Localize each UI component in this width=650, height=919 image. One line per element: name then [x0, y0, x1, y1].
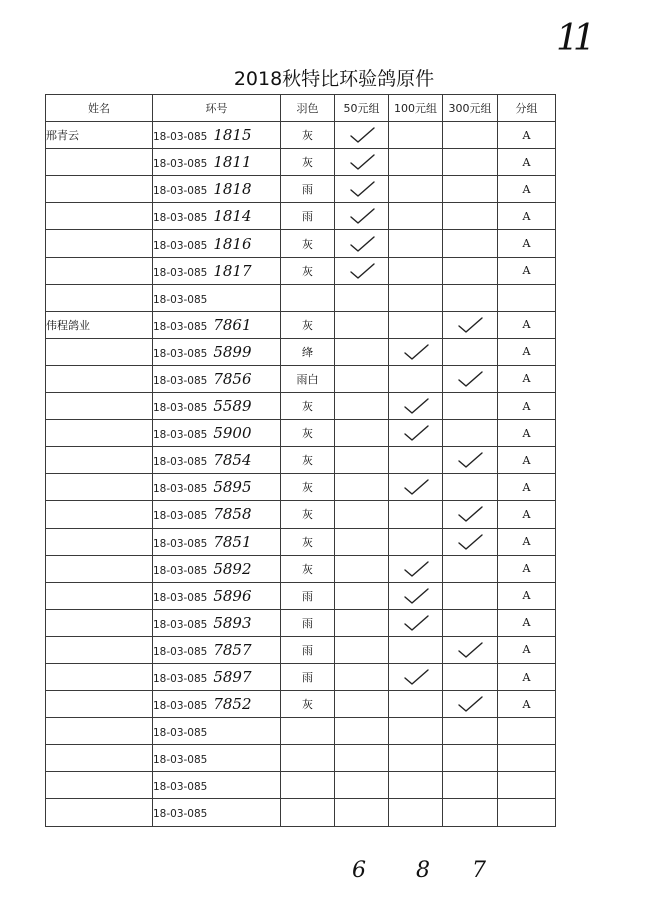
ring-prefix: 18-03-085: [153, 320, 208, 333]
feather-color-cell: 灰: [281, 528, 335, 555]
ring-handwritten: 7851: [213, 532, 252, 551]
owner-name-cell: [46, 149, 153, 176]
checkmark-icon: [455, 640, 485, 660]
group-cell: A: [498, 311, 556, 338]
ring-handwritten: 1811: [213, 153, 252, 172]
g50-cell: [335, 203, 389, 230]
g300-cell: [443, 474, 498, 501]
g50-cell: [335, 609, 389, 636]
group-cell: A: [498, 176, 556, 203]
g100-cell: [389, 799, 443, 826]
g100-cell: [389, 772, 443, 799]
header-g300: 300元组: [443, 95, 498, 122]
g50-cell: [335, 257, 389, 284]
feather-color-cell: 雨: [281, 609, 335, 636]
group-cell: A: [498, 447, 556, 474]
g300-cell: [443, 609, 498, 636]
ring-handwritten: 1816: [213, 234, 252, 253]
ring-prefix: 18-03-085: [153, 510, 208, 523]
checkmark-icon: [401, 396, 431, 416]
table-row: [46, 393, 556, 420]
ring-prefix: 18-03-085: [153, 781, 208, 794]
checkmark-icon: [455, 450, 485, 470]
g100-cell: [389, 663, 443, 690]
ring-number-cell: [153, 230, 281, 257]
feather-color-cell: 灰: [281, 691, 335, 718]
checkmark-icon: [347, 234, 377, 254]
ring-prefix: 18-03-085: [153, 293, 208, 306]
checkmark-icon: [455, 315, 485, 335]
g100-cell: [389, 149, 443, 176]
g100-cell: [389, 528, 443, 555]
group-cell: A: [498, 365, 556, 392]
group-cell: [498, 718, 556, 745]
table-row: [46, 691, 556, 718]
feather-color-cell: 雨: [281, 582, 335, 609]
g100-cell: [389, 691, 443, 718]
g300-cell: [443, 393, 498, 420]
group-cell: A: [498, 663, 556, 690]
g50-cell: [335, 501, 389, 528]
table-row: [46, 420, 556, 447]
g50-cell: [335, 745, 389, 772]
table-row: [46, 582, 556, 609]
g50-cell: [335, 284, 389, 311]
checkmark-icon: [401, 586, 431, 606]
ring-number-cell: [153, 365, 281, 392]
ring-handwritten: 1817: [213, 261, 252, 280]
ring-number-cell: [153, 149, 281, 176]
ring-handwritten: 7861: [213, 315, 252, 334]
table-row: [46, 203, 556, 230]
ring-number-cell: [153, 474, 281, 501]
owner-name-cell: [46, 745, 153, 772]
checkmark-icon: [347, 261, 377, 281]
checkmark-icon: [401, 342, 431, 362]
feather-color-cell: [281, 284, 335, 311]
table-row: [46, 149, 556, 176]
table-row: [46, 474, 556, 501]
table-row: [46, 555, 556, 582]
group-cell: A: [498, 555, 556, 582]
owner-name-cell: [46, 474, 153, 501]
group-cell: [498, 284, 556, 311]
ring-prefix: 18-03-085: [153, 808, 208, 821]
g50-cell: [335, 122, 389, 149]
owner-name-cell: [46, 555, 153, 582]
g300-cell: [443, 420, 498, 447]
owner-name-cell: [46, 257, 153, 284]
ring-handwritten: 1815: [213, 126, 252, 145]
feather-color-cell: 绛: [281, 338, 335, 365]
ring-number-cell: [153, 636, 281, 663]
ring-prefix: 18-03-085: [153, 700, 208, 713]
g300-cell: [443, 122, 498, 149]
g300-cell: [443, 745, 498, 772]
header-g50: 50元组: [335, 95, 389, 122]
ring-handwritten: 7852: [213, 695, 252, 714]
owner-name-cell: [46, 338, 153, 365]
ring-prefix: 18-03-085: [153, 645, 208, 658]
checkmark-icon: [401, 613, 431, 633]
owner-name-cell: [46, 636, 153, 663]
g100-cell: [389, 582, 443, 609]
g50-cell: [335, 772, 389, 799]
g300-cell: [443, 284, 498, 311]
g100-cell: [389, 609, 443, 636]
feather-color-cell: [281, 745, 335, 772]
g300-cell: [443, 176, 498, 203]
g50-cell: [335, 718, 389, 745]
ring-number-cell: [153, 663, 281, 690]
header-g100: 100元组: [389, 95, 443, 122]
g300-cell: [443, 555, 498, 582]
checkmark-icon: [455, 532, 485, 552]
ring-prefix: 18-03-085: [153, 402, 208, 415]
feather-color-cell: 灰: [281, 474, 335, 501]
owner-name-cell: [46, 420, 153, 447]
g300-cell: [443, 718, 498, 745]
corner-page-number: 11: [556, 18, 590, 59]
g300-cell: [443, 772, 498, 799]
g300-cell: [443, 230, 498, 257]
owner-name-cell: [46, 663, 153, 690]
ring-number-cell: [153, 609, 281, 636]
g300-cell: [443, 311, 498, 338]
checkmark-icon: [347, 152, 377, 172]
checkmark-icon: [347, 125, 377, 145]
table-row: [46, 447, 556, 474]
ring-prefix: 18-03-085: [153, 456, 208, 469]
g50-cell: [335, 447, 389, 474]
ring-number-cell: [153, 122, 281, 149]
feather-color-cell: 雨: [281, 176, 335, 203]
feather-color-cell: 雨: [281, 663, 335, 690]
g100-cell: [389, 636, 443, 663]
table-row: [46, 230, 556, 257]
ring-number-cell: [153, 501, 281, 528]
ring-number-cell: [153, 311, 281, 338]
table-row: [46, 663, 556, 690]
ring-handwritten: 5892: [213, 559, 252, 578]
g100-cell: [389, 230, 443, 257]
g50-cell: [335, 420, 389, 447]
g50-cell: [335, 636, 389, 663]
header-ring: 环号: [153, 95, 281, 122]
checkmark-icon: [401, 477, 431, 497]
g300-cell: [443, 447, 498, 474]
g300-cell: [443, 691, 498, 718]
owner-name-cell: [46, 176, 153, 203]
ring-prefix: 18-03-085: [153, 347, 208, 360]
g50-cell: [335, 365, 389, 392]
ring-number-cell: [153, 284, 281, 311]
ring-prefix: 18-03-085: [153, 591, 208, 604]
pigeon-register-table: [45, 94, 556, 827]
g50-cell: [335, 663, 389, 690]
table-row: [46, 528, 556, 555]
g50-cell: [335, 528, 389, 555]
ring-number-cell: [153, 176, 281, 203]
group-cell: A: [498, 528, 556, 555]
header-color: 羽色: [281, 95, 335, 122]
g100-cell: [389, 338, 443, 365]
group-cell: A: [498, 149, 556, 176]
owner-name-cell: [46, 284, 153, 311]
g300-cell: [443, 528, 498, 555]
group-cell: A: [498, 582, 556, 609]
ring-number-cell: [153, 555, 281, 582]
feather-color-cell: 灰: [281, 149, 335, 176]
ring-prefix: 18-03-085: [153, 754, 208, 767]
group-cell: A: [498, 393, 556, 420]
feather-color-cell: 灰: [281, 257, 335, 284]
table-row: [46, 311, 556, 338]
owner-name-cell: [46, 772, 153, 799]
g100-cell: [389, 257, 443, 284]
g300-cell: [443, 257, 498, 284]
ring-prefix: 18-03-085: [153, 212, 208, 225]
ring-prefix: 18-03-085: [153, 158, 208, 171]
owner-name-cell: [46, 609, 153, 636]
feather-color-cell: 灰: [281, 420, 335, 447]
g300-cell: [443, 338, 498, 365]
table-row: [46, 284, 556, 311]
ring-handwritten: 7854: [213, 451, 252, 470]
ring-number-cell: [153, 745, 281, 772]
table-row: [46, 338, 556, 365]
ring-prefix: 18-03-085: [153, 266, 208, 279]
group-cell: A: [498, 230, 556, 257]
g100-cell: [389, 311, 443, 338]
owner-name-cell: [46, 230, 153, 257]
g300-cell: [443, 636, 498, 663]
feather-color-cell: 灰: [281, 555, 335, 582]
g100-cell: [389, 284, 443, 311]
g50-cell: [335, 691, 389, 718]
g50-cell: [335, 474, 389, 501]
group-cell: A: [498, 474, 556, 501]
g100-cell: [389, 176, 443, 203]
tally-g300: 7: [472, 858, 486, 883]
ring-handwritten: 5900: [213, 424, 252, 443]
checkmark-icon: [401, 423, 431, 443]
feather-color-cell: 灰: [281, 393, 335, 420]
owner-name-cell: [46, 718, 153, 745]
group-cell: A: [498, 338, 556, 365]
g50-cell: [335, 230, 389, 257]
g50-cell: [335, 582, 389, 609]
g50-cell: [335, 338, 389, 365]
owner-name-cell: 邢青云: [46, 122, 153, 149]
feather-color-cell: 灰: [281, 501, 335, 528]
group-cell: A: [498, 203, 556, 230]
g100-cell: [389, 447, 443, 474]
ring-prefix: 18-03-085: [153, 483, 208, 496]
g100-cell: [389, 122, 443, 149]
owner-name-cell: [46, 691, 153, 718]
g50-cell: [335, 149, 389, 176]
ring-prefix: 18-03-085: [153, 185, 208, 198]
page-title: 2018秋特比环验鸽原件: [233, 68, 435, 90]
feather-color-cell: 灰: [281, 122, 335, 149]
ring-handwritten: 5897: [213, 668, 252, 687]
feather-color-cell: 灰: [281, 311, 335, 338]
feather-color-cell: 雨: [281, 636, 335, 663]
feather-color-cell: 雨: [281, 203, 335, 230]
g300-cell: [443, 149, 498, 176]
ring-number-cell: [153, 393, 281, 420]
ring-prefix: 18-03-085: [153, 618, 208, 631]
ring-number-cell: [153, 420, 281, 447]
g50-cell: [335, 555, 389, 582]
ring-handwritten: 5895: [213, 478, 252, 497]
tally-g50: 6: [352, 858, 366, 883]
feather-color-cell: 灰: [281, 447, 335, 474]
ring-number-cell: [153, 203, 281, 230]
feather-color-cell: 灰: [281, 230, 335, 257]
g300-cell: [443, 582, 498, 609]
g50-cell: [335, 393, 389, 420]
owner-name-cell: [46, 365, 153, 392]
group-cell: A: [498, 636, 556, 663]
ring-handwritten: 1818: [213, 180, 252, 199]
ring-prefix: 18-03-085: [153, 673, 208, 686]
group-cell: A: [498, 609, 556, 636]
checkmark-icon: [401, 667, 431, 687]
g300-cell: [443, 365, 498, 392]
feather-color-cell: [281, 718, 335, 745]
owner-name-cell: [46, 799, 153, 826]
checkmark-icon: [455, 504, 485, 524]
ring-prefix: 18-03-085: [153, 374, 208, 387]
g100-cell: [389, 393, 443, 420]
g300-cell: [443, 663, 498, 690]
ring-handwritten: 7858: [213, 505, 252, 524]
ring-prefix: 18-03-085: [153, 564, 208, 577]
ring-number-cell: [153, 718, 281, 745]
table-row: [46, 772, 556, 799]
ring-prefix: 18-03-085: [153, 727, 208, 740]
g100-cell: [389, 501, 443, 528]
g100-cell: [389, 745, 443, 772]
ring-number-cell: [153, 528, 281, 555]
group-cell: A: [498, 122, 556, 149]
owner-name-cell: [46, 203, 153, 230]
owner-name-cell: [46, 393, 153, 420]
ring-handwritten: 5899: [213, 342, 252, 361]
group-cell: A: [498, 420, 556, 447]
ring-prefix: 18-03-085: [153, 131, 208, 144]
ring-number-cell: [153, 799, 281, 826]
ring-handwritten: 7856: [213, 369, 252, 388]
ring-number-cell: [153, 338, 281, 365]
ring-handwritten: 5893: [213, 613, 252, 632]
checkmark-icon: [347, 206, 377, 226]
table-row: [46, 122, 556, 149]
ring-handwritten: 5589: [213, 397, 252, 416]
ring-handwritten: 1814: [213, 207, 252, 226]
g300-cell: [443, 203, 498, 230]
group-cell: A: [498, 501, 556, 528]
owner-name-cell: [46, 501, 153, 528]
header-group: 分组: [498, 95, 556, 122]
table-row: [46, 176, 556, 203]
table-row: [46, 501, 556, 528]
owner-name-cell: [46, 528, 153, 555]
ring-handwritten: 7857: [213, 640, 252, 659]
table-row: [46, 799, 556, 826]
g50-cell: [335, 799, 389, 826]
group-cell: [498, 745, 556, 772]
ring-number-cell: [153, 257, 281, 284]
header-row: [46, 95, 556, 122]
header-name: 姓名: [46, 95, 153, 122]
g100-cell: [389, 718, 443, 745]
table-row: [46, 745, 556, 772]
feather-color-cell: [281, 772, 335, 799]
table-row: [46, 257, 556, 284]
g300-cell: [443, 799, 498, 826]
ring-number-cell: [153, 691, 281, 718]
table-row: [46, 636, 556, 663]
table-row: [46, 718, 556, 745]
tally-g100: 8: [416, 858, 430, 883]
g300-cell: [443, 501, 498, 528]
checkmark-icon: [455, 369, 485, 389]
checkmark-icon: [455, 694, 485, 714]
owner-name-cell: [46, 447, 153, 474]
feather-color-cell: [281, 799, 335, 826]
g100-cell: [389, 420, 443, 447]
group-cell: A: [498, 691, 556, 718]
group-cell: [498, 799, 556, 826]
ring-number-cell: [153, 772, 281, 799]
g100-cell: [389, 203, 443, 230]
checkmark-icon: [347, 179, 377, 199]
feather-color-cell: 雨白: [281, 365, 335, 392]
g50-cell: [335, 311, 389, 338]
ring-number-cell: [153, 447, 281, 474]
table-row: [46, 365, 556, 392]
g100-cell: [389, 474, 443, 501]
ring-prefix: 18-03-085: [153, 537, 208, 550]
table-row: [46, 609, 556, 636]
ring-prefix: 18-03-085: [153, 239, 208, 252]
owner-name-cell: [46, 582, 153, 609]
ring-prefix: 18-03-085: [153, 429, 208, 442]
checkmark-icon: [401, 559, 431, 579]
group-cell: A: [498, 257, 556, 284]
g100-cell: [389, 365, 443, 392]
group-cell: [498, 772, 556, 799]
owner-name-cell: 伟程鸽业: [46, 311, 153, 338]
g50-cell: [335, 176, 389, 203]
ring-number-cell: [153, 582, 281, 609]
g100-cell: [389, 555, 443, 582]
ring-handwritten: 5896: [213, 586, 252, 605]
